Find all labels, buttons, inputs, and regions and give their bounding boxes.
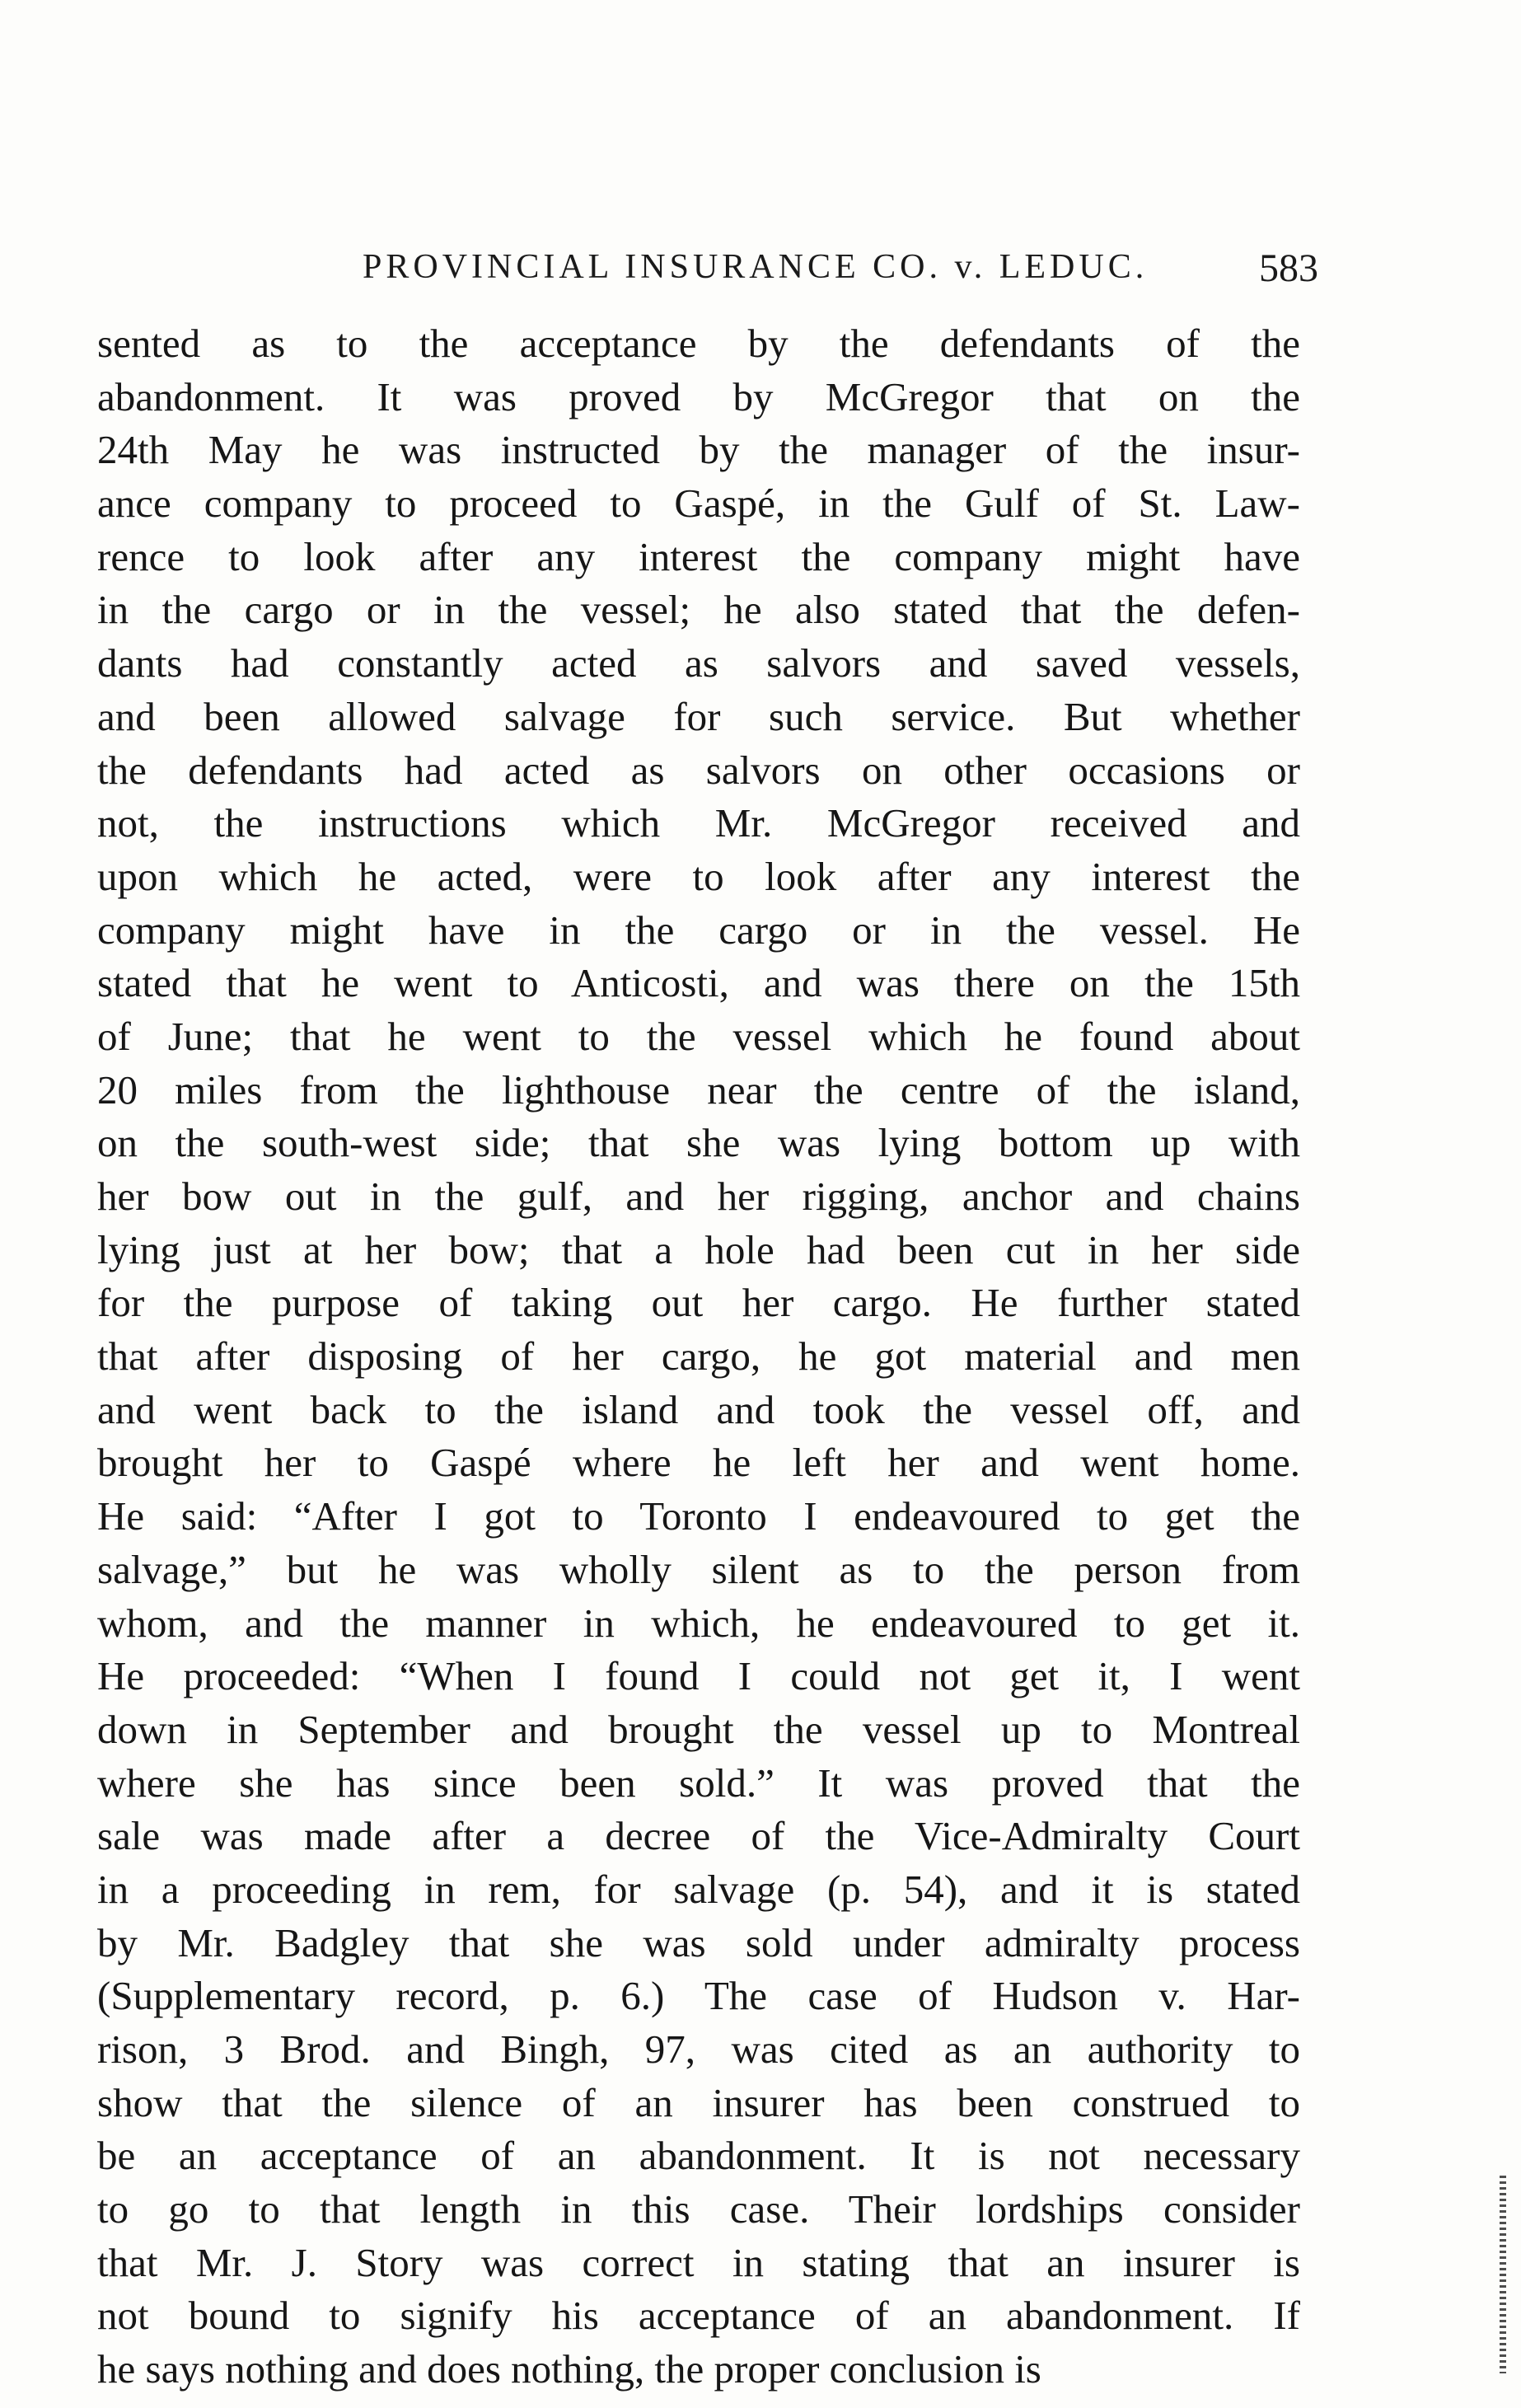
text-line: for the purpose of taking out her cargo. He further stated: [97, 1280, 1300, 1326]
running-head: [99, 239, 1318, 297]
text-line: and went back to the island and took the vessel off, and: [97, 1386, 1300, 1432]
text-line: 20 miles from the lighthouse near the centre of the island,: [97, 1066, 1300, 1113]
text-line: He proceeded: “When I found I could not get it, I went: [97, 1653, 1300, 1699]
page-number: 583: [1259, 246, 1318, 290]
text-line: by Mr. Badgley that she was sold under admiralty process: [97, 1919, 1300, 1965]
text-line: that Mr. J. Story was correct in stating that an insurer is: [97, 2239, 1300, 2285]
body-text: [97, 317, 1300, 2396]
text-line: not, the instructions which Mr. McGregor received and: [97, 800, 1300, 846]
text-line: rence to look after any interest the company might have: [97, 533, 1300, 579]
text-line: not bound to signify his acceptance of an abandonment. If: [97, 2293, 1300, 2339]
text-line: in a proceeding in rem, for salvage (p. 54), and it is stated: [97, 1866, 1300, 1912]
text-line: (Supplementary record, p. 6.) The case of Hudson v. Har-: [97, 1973, 1300, 2019]
text-line: the defendants had acted as salvors on other occasions or: [97, 747, 1300, 793]
text-line: on the south-west side; that she was lying bottom up with: [97, 1120, 1300, 1166]
text-line: sented as to the acceptance by the defendants of the: [97, 321, 1300, 366]
text-line: stated that he went to Anticosti, and was there on the 15th: [97, 960, 1300, 1006]
text-line: that after disposing of her cargo, he got material and men: [97, 1333, 1300, 1380]
text-line: 24th May he was instructed by the manager of the insur-: [97, 427, 1300, 473]
text-line: salvage,” but he was wholly silent as to the person from: [97, 1546, 1300, 1592]
text-line: and been allowed salvage for such service. But whether: [97, 693, 1300, 739]
text-line: upon which he acted, were to look after any interest the: [97, 853, 1300, 899]
text-line: whom, and the manner in which, he endeavoured to get it.: [97, 1600, 1300, 1646]
text-line: abandonment. It was proved by McGregor that on the: [97, 373, 1300, 419]
text-line: sale was made after a decree of the Vice-Admiralty Court: [97, 1813, 1300, 1859]
text-line: He said: “After I got to Toronto I endeavoured to get the: [97, 1493, 1300, 1539]
text-line: in the cargo or in the vessel; he also stated that the defen-: [97, 587, 1300, 633]
text-line: company might have in the cargo or in the vessel. He: [97, 907, 1300, 953]
text-line: to go to that length in this case. Their lordships consider: [97, 2186, 1300, 2232]
text-line: be an acceptance of an abandonment. It is not necessary: [97, 2133, 1300, 2179]
text-line: lying just at her bow; that a hole had been cut in her side: [97, 1226, 1300, 1272]
text-line: her bow out in the gulf, and her rigging, anchor and chains: [97, 1174, 1300, 1219]
scan-edge-artifact: [1500, 2176, 1506, 2373]
text-line: he says nothing and does nothing, the proper conclusion is: [97, 2346, 1041, 2392]
text-line: ance company to proceed to Gaspé, in the Gulf of St. Law-: [97, 480, 1300, 527]
running-title: PROVINCIAL INSURANCE CO. v. LEDUC.: [363, 248, 1149, 286]
text-line: of June; that he went to the vessel which he found about: [97, 1013, 1300, 1059]
text-line: dants had constantly acted as salvors and saved vessels,: [97, 640, 1300, 686]
text-line: where she has since been sold.” It was proved that the: [97, 1759, 1300, 1806]
text-line: brought her to Gaspé where he left her and went home.: [97, 1440, 1300, 1486]
text-line: down in September and brought the vessel up to Montreal: [97, 1706, 1300, 1752]
text-line: rison, 3 Brod. and Bingh, 97, was cited as an authority to: [97, 2026, 1300, 2072]
text-line: show that the silence of an insurer has been construed to: [97, 2079, 1300, 2125]
